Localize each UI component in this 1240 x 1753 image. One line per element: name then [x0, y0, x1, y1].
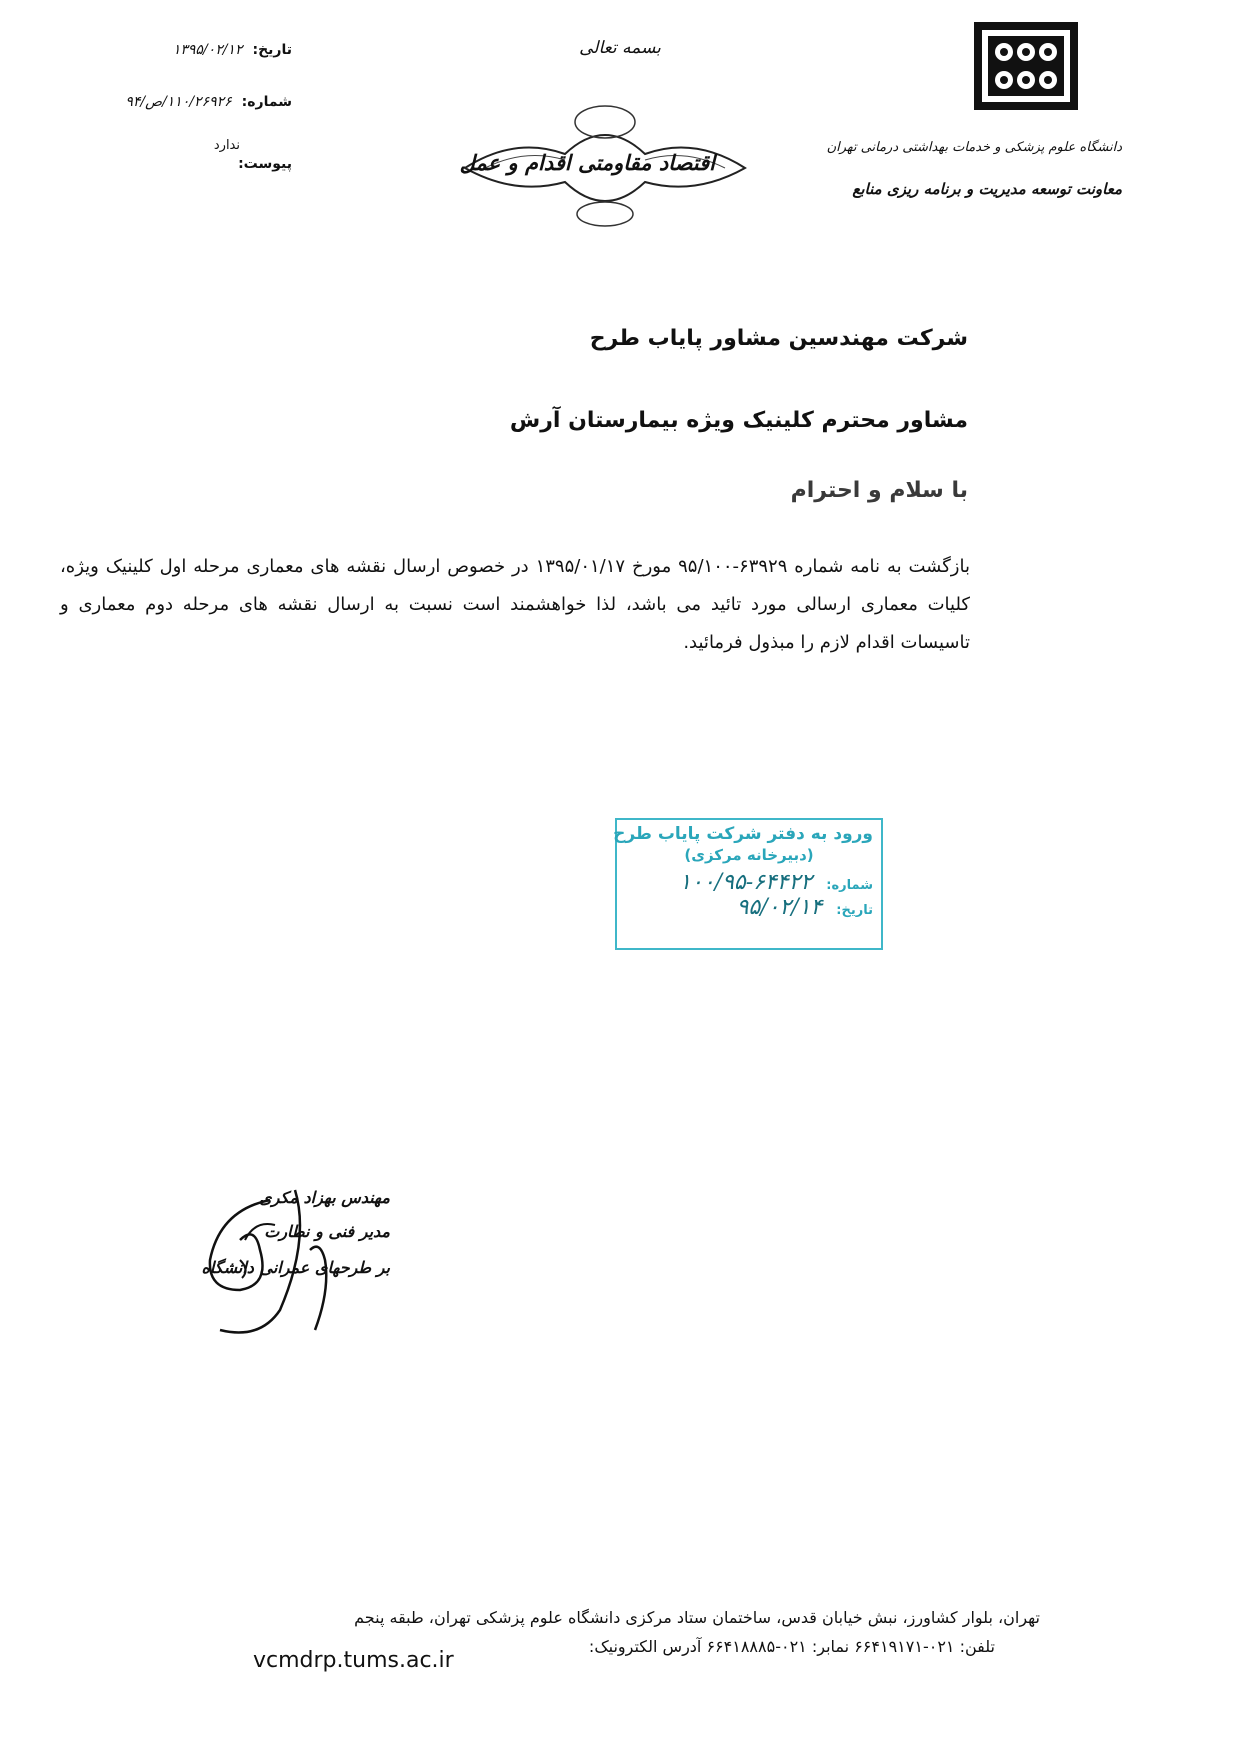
stamp-number-row — [625, 870, 873, 895]
date-label: تاریخ: — [252, 42, 292, 58]
attachment-value: ندارد — [213, 138, 240, 153]
date-value: ۱۳۹۵/۰۲/۱۲ — [172, 42, 243, 58]
greeting: با سلام و احترام — [790, 478, 968, 503]
number-label: شماره: — [241, 94, 292, 110]
stamp-subtitle: (دبیرخانه مرکزی) — [684, 846, 814, 864]
signatory-department: بر طرحهای عمرانی دانشگاه — [201, 1258, 390, 1277]
footer-website[interactable]: vcmdrp.tums.ac.ir — [253, 1648, 454, 1673]
attachment-label: پیوست: — [238, 156, 292, 172]
letter-number — [125, 94, 292, 110]
invocation-text: بسمه تعالی — [579, 38, 661, 58]
footer-address: تهران، بلوار کشاورز، نبش خیابان قدس، ساختمان ستاد مرکزی دانشگاه علوم پزشکی تهران، طبقه پنجم — [354, 1608, 1040, 1627]
signatory-name: مهندس بهزاد مکری — [259, 1188, 390, 1207]
letter-body: بازگشت به نامه شماره ۶۳۹۲۹-۹۵/۱۰۰ مورخ ۱۳۹۵/۰۱/۱۷ در خصوص ارسال نقشه های معماری مرحله اول کلینیک ویژه، کلیات معماری ارسالی مورد تائید می باشد، لذا خواهشمند است نسبت به ارسال نقشه های مرحله دوم معماری و تاسیسات اقدام لازم را مبذول فرمائید. — [60, 556, 970, 653]
number-value: ۱۱۰/۲۶۹۲۶/ص/۹۴ — [125, 94, 232, 110]
organization-name: دانشگاه علوم پزشکی و خدمات بهداشتی درمانی تهران — [826, 140, 1122, 155]
received-stamp — [615, 818, 883, 950]
recipient-title: مشاور محترم کلینیک ویژه بیمارستان آرش — [509, 408, 968, 433]
stamp-title: ورود به دفتر شرکت پایاب طرح — [613, 824, 873, 844]
university-logo — [974, 22, 1078, 110]
stamp-date-label: تاریخ: — [836, 903, 873, 918]
stamp-date-value: ۹۵/۰۲/۱۴ — [736, 895, 823, 920]
signatory-position: مدیر فنی و نظارت — [264, 1222, 390, 1241]
stamp-number-value: ۱۰۰/۹۵-۶۴۴۲۲ — [679, 870, 813, 895]
stamp-number-label: شماره: — [826, 878, 873, 893]
recipient-company: شرکت مهندسین مشاور پایاب طرح — [589, 326, 968, 351]
department-name: معاونت توسعه مدیریت و برنامه ریزی منابع — [852, 180, 1122, 198]
footer-phones: تلفن: ۰۲۱-۶۶۴۱۹۱۷۱ نمابر: ۰۲۱-۶۶۴۱۸۸۸۵ آدرس الکترونیک: — [588, 1637, 995, 1656]
letter-date — [173, 42, 292, 58]
stamp-date-row — [625, 895, 873, 920]
slogan-text: اقتصاد مقاومتی اقدام و عمل — [459, 150, 715, 175]
university-emblem-icon — [974, 22, 1078, 110]
